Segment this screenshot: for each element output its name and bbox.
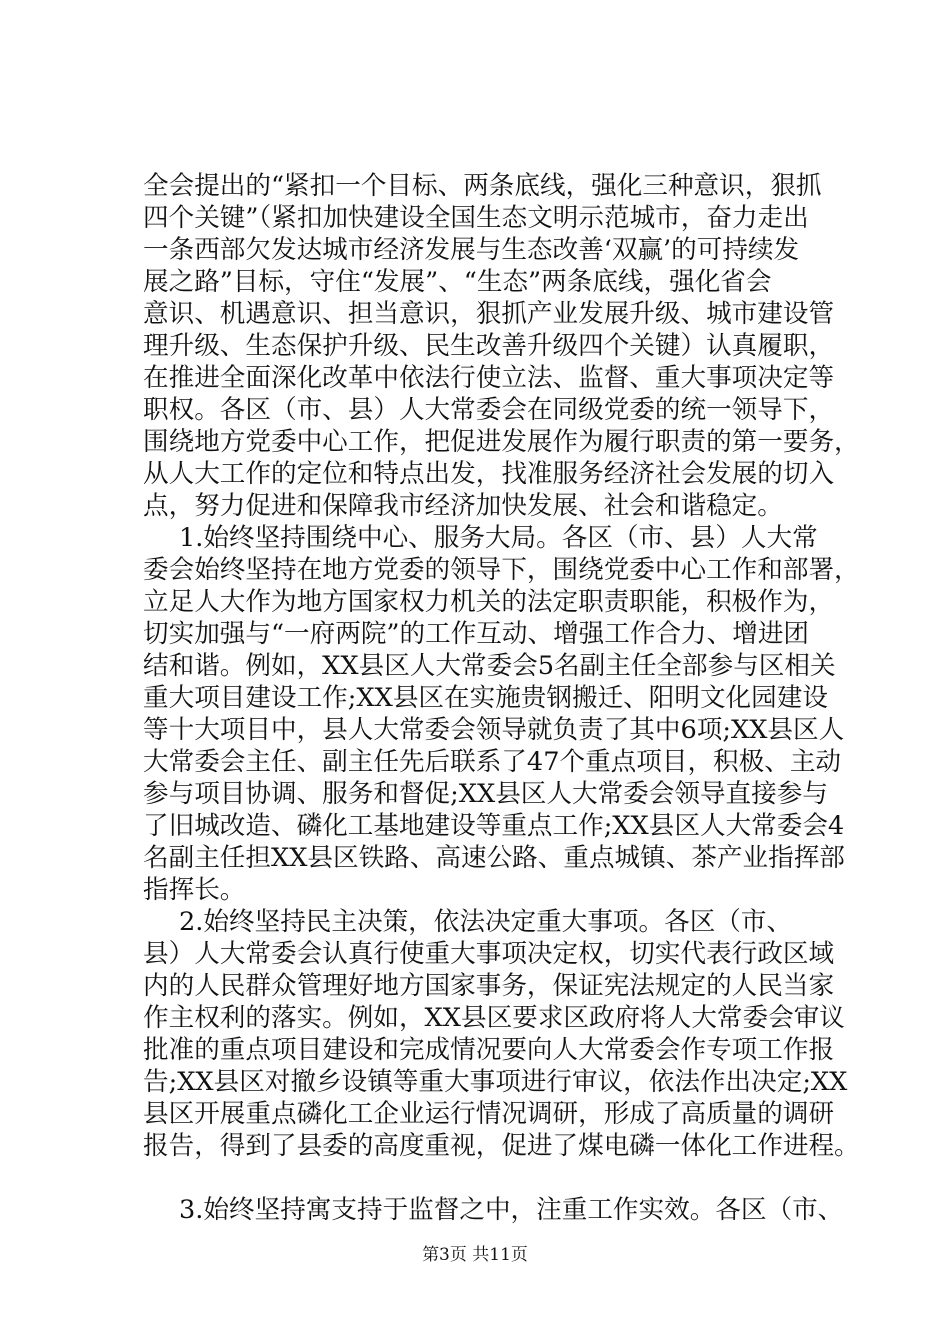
text-line: 一条西部欠发达城市经济发展与生态改善‘双赢’的可持续发 <box>143 235 800 265</box>
paragraph-gap <box>143 1162 863 1194</box>
text-line: 委会始终坚持在地方党委的领导下，围绕党委中心工作和部署， <box>143 555 860 585</box>
page-number-footer: 第3页 共11页 <box>422 1245 528 1265</box>
text-line: 指挥长。 <box>143 875 246 905</box>
text-line: 重大项目建设工作;XX县区在实施贵钢搬迁、阳明文化园建设 <box>143 683 828 713</box>
text-line: 在推进全面深化改革中依法行使立法、监督、重大事项决定等 <box>143 363 835 393</box>
text-line: 批准的重点项目建设和完成情况要向人大常委会作专项工作报 <box>143 1035 835 1065</box>
text-line: 理升级、生态保护升级、民生改善升级四个关键）认真履职， <box>143 331 835 361</box>
text-line: 意识、机遇意识、担当意识，狠抓产业发展升级、城市建设管 <box>143 299 835 329</box>
text-line: 结和谐。例如，XX县区人大常委会5名副主任全部参与区相关 <box>143 651 836 681</box>
text-line: 1.始终坚持围绕中心、服务大局。各区（市、县）人大常 <box>179 523 818 553</box>
text-line: 等十大项目中，县人大常委会领导就负责了其中6项;XX县区人 <box>143 715 845 745</box>
text-line: 县）人大常委会认真行使重大事项决定权，切实代表行政区域 <box>143 939 835 969</box>
text-line: 3.始终坚持寓支持于监督之中，注重工作实效。各区（市、 <box>179 1195 844 1225</box>
text-line: 立足人大作为地方国家权力机关的法定职责职能，积极作为， <box>143 587 835 617</box>
text-line: 大常委会主任、副主任先后联系了47个重点项目，积极、主动 <box>143 747 842 777</box>
text-line: 2.始终坚持民主决策，依法决定重大事项。各区（市、 <box>179 907 793 937</box>
text-line: 全会提出的“紧扣一个目标、两条底线，强化三种意识，狠抓 <box>143 171 822 201</box>
text-line: 职权。各区（市、县）人大常委会在同级党委的统一领导下， <box>143 395 835 425</box>
text-line: 名副主任担XX县区铁路、高速公路、重点城镇、茶产业指挥部 <box>143 843 845 873</box>
text-line: 四个关键”（紧扣加快建设全国生态文明示范城市，奋力走出 <box>143 203 809 233</box>
text-line: 作主权利的落实。例如，XX县区要求区政府将人大常委会审议 <box>143 1003 845 1033</box>
text-line: 点，努力促进和保障我市经济加快发展、社会和谐稳定。 <box>143 491 783 521</box>
text-line: 参与项目协调、服务和督促;XX县区人大常委会领导直接参与 <box>143 779 828 809</box>
text-line: 县区开展重点磷化工企业运行情况调研，形成了高质量的调研 <box>143 1099 835 1129</box>
text-line: 围绕地方党委中心工作，把促进发展作为履行职责的第一要务， <box>143 427 860 457</box>
text-line: 内的人民群众管理好地方国家事务，保证宪法规定的人民当家 <box>143 971 835 1001</box>
text-line: 切实加强与“一府两院”的工作互动、增强工作合力、增进团 <box>143 619 810 649</box>
text-line: 展之路”目标，守住“发展”、“生态”两条底线，强化省会 <box>143 267 772 297</box>
text-line: 告;XX县区对撤乡设镇等重大事项进行审议，依法作出决定;XX <box>143 1067 848 1097</box>
body-text <box>143 170 863 1226</box>
text-line: 从人大工作的定位和特点出发，找准服务经济社会发展的切入 <box>143 459 835 489</box>
text-line: 报告，得到了县委的高度重视，促进了煤电磷一体化工作进程。 <box>143 1131 860 1161</box>
text-line: 了旧城改造、磷化工基地建设等重点工作;XX县区人大常委会4 <box>143 811 845 841</box>
